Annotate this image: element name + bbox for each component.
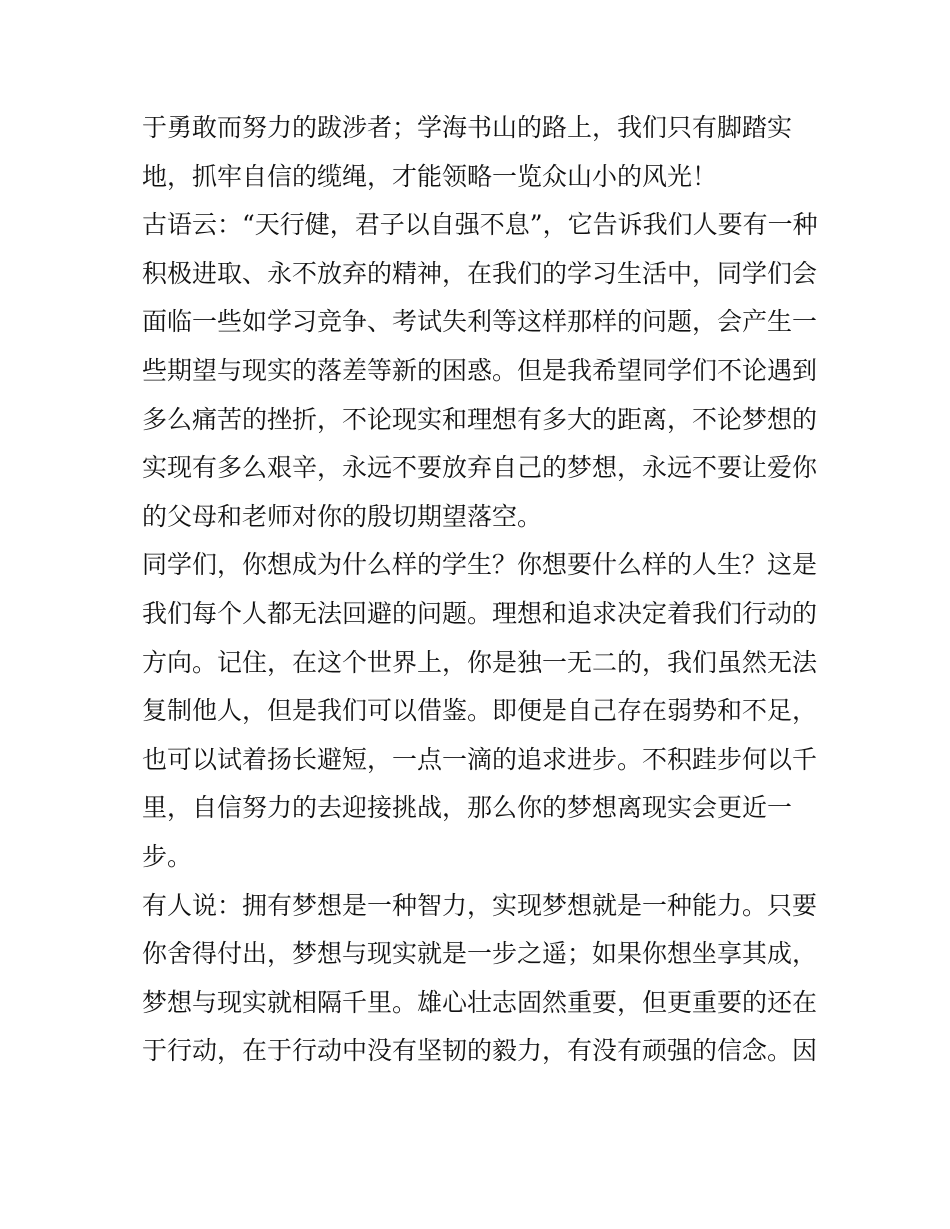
text-line: 古语云：“天行健，君子以自强不息”，它告诉我们人要有一种	[142, 210, 818, 240]
text-line: 于勇敢而努力的跋涉者；学海书山的路上，我们只有脚踏实	[142, 113, 793, 142]
text-line: 梦想与现实就相隔千里。雄心壮志固然重要，但更重要的还在	[142, 987, 818, 1017]
text-line: 多么痛苦的挫折，不论现实和理想有多大的距离，不论梦想的	[142, 404, 818, 434]
text-line: 实现有多么艰辛，永远不要放弃自己的梦想，永远不要让爱你	[142, 453, 818, 483]
text-line: 积极进取、永不放弃的精神，在我们的学习生活中，同学们会	[142, 258, 818, 288]
text-line: 些期望与现实的落差等新的困惑。但是我希望同学们不论遇到	[142, 355, 818, 385]
text-line: 也可以试着扬长避短，一点一滴的追求进步。不积跬步何以千	[142, 744, 818, 774]
text-line: 的父母和老师对你的殷切期望落空。	[142, 501, 543, 531]
text-line: 地，抓牢自信的缆绳，才能领略一览众山小的风光！	[142, 161, 718, 191]
text-line: 步。	[142, 841, 193, 871]
text-line: 你舍得付出，梦想与现实就是一步之遥；如果你想坐享其成，	[142, 939, 818, 969]
text-line: 同学们，你想成为什么样的学生？你想要什么样的人生？这是	[142, 550, 818, 580]
text-line: 面临一些如学习竞争、考试失利等这样那样的问题，会产生一	[142, 307, 818, 337]
body-text	[142, 104, 822, 1076]
text-line: 有人说：拥有梦想是一种智力，实现梦想就是一种能力。只要	[142, 890, 818, 920]
text-line: 复制他人，但是我们可以借鉴。即便是自己存在弱势和不足，	[142, 696, 818, 726]
text-line: 方向。记住，在这个世界上，你是独一无二的，我们虽然无法	[142, 647, 818, 677]
text-line: 于行动，在于行动中没有坚韧的毅力，有没有顽强的信念。因	[142, 1036, 818, 1066]
text-line: 里，自信努力的去迎接挑战，那么你的梦想离现实会更近一	[142, 793, 793, 823]
text-line: 我们每个人都无法回避的问题。理想和追求决定着我们行动的	[142, 598, 818, 628]
